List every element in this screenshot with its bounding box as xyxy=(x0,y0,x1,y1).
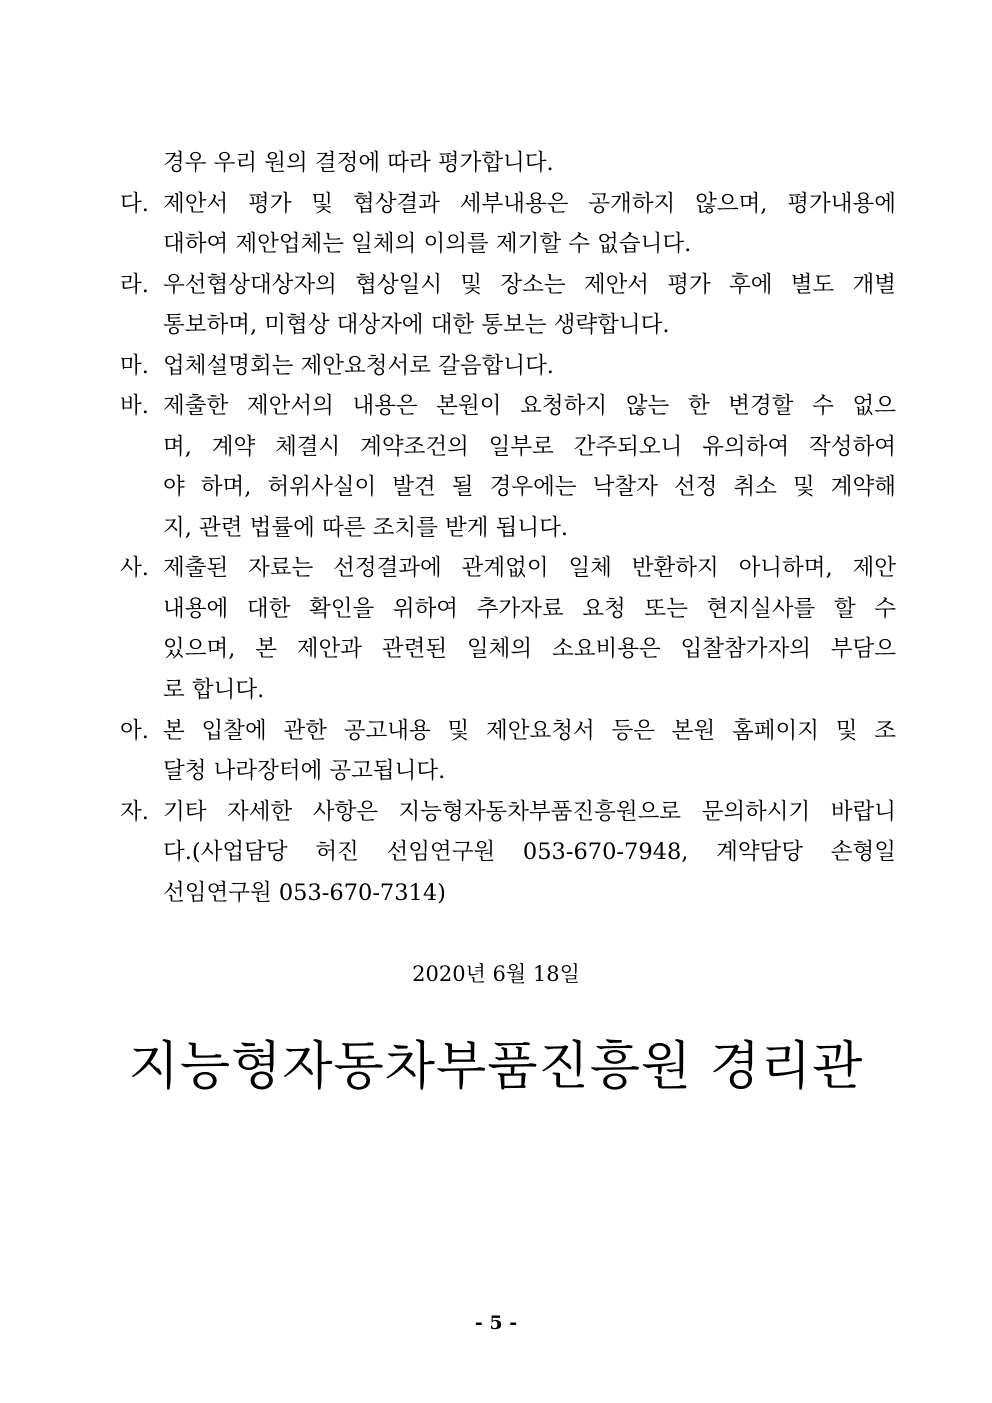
item-line: 며, 계약 체결시 계약조건의 일부로 간주되오니 유의하여 작성하여 xyxy=(163,434,896,460)
item-marker: 다. xyxy=(120,191,149,217)
item-line: 통보하며, 미협상 대상자에 대한 통보는 생략합니다. xyxy=(163,312,670,338)
item-line: 제안서 평가 및 협상결과 세부내용은 공개하지 않으며, 평가내용에 xyxy=(163,191,896,217)
item-marker: 자. xyxy=(120,799,149,825)
item-line: 야 하며, 허위사실이 발견 될 경우에는 낙찰자 선정 취소 및 계약해 xyxy=(163,474,896,500)
item-line: 대하여 제안업체는 일체의 이의를 제기할 수 없습니다. xyxy=(163,231,692,257)
item-marker: 사. xyxy=(120,555,149,581)
item-line: 제출한 제안서의 내용은 본원이 요청하지 않는 한 변경할 수 없으 xyxy=(163,393,896,419)
continuation-line: 경우 우리 원의 결정에 따라 평가합니다. xyxy=(163,150,554,176)
item-marker: 마. xyxy=(120,353,149,379)
item-line: 제출된 자료는 선정결과에 관계없이 일체 반환하지 아니하며, 제안 xyxy=(163,555,896,581)
document-date: 2020년 6월 18일 xyxy=(412,962,580,986)
item-line: 기타 자세한 사항은 지능형자동차부품진흥원으로 문의하시기 바랍니 xyxy=(163,799,896,825)
item-line: 로 합니다. xyxy=(163,677,265,703)
item-marker: 라. xyxy=(120,272,149,298)
item-marker: 아. xyxy=(120,718,149,744)
item-line: 지, 관련 법률에 따른 조치를 받게 됩니다. xyxy=(163,515,568,541)
item-line: 선임연구원 053-670-7314) xyxy=(163,880,446,906)
item-line: 업체설명회는 제안요청서로 갈음합니다. xyxy=(163,353,554,379)
page-number: - 5 - xyxy=(474,1312,518,1334)
item-line: 다.(사업담당 허진 선임연구원 053-670-7948, 계약담당 손형일 xyxy=(163,839,896,865)
item-marker: 바. xyxy=(120,393,149,419)
item-line: 달청 나라장터에 공고됩니다. xyxy=(163,758,446,784)
item-line: 본 입찰에 관한 공고내용 및 제안요청서 등은 본원 홈페이지 및 조 xyxy=(163,718,896,744)
item-line: 내용에 대한 확인을 위하여 추가자료 요청 또는 현지실사를 할 수 xyxy=(163,596,896,622)
signature-title: 지능형자동차부품진흥원 경리관 xyxy=(128,1037,864,1097)
item-line: 있으며, 본 제안과 관련된 일체의 소요비용은 입찰참가자의 부담으 xyxy=(163,636,896,662)
item-line: 우선협상대상자의 협상일시 및 장소는 제안서 평가 후에 별도 개별 xyxy=(163,272,896,298)
